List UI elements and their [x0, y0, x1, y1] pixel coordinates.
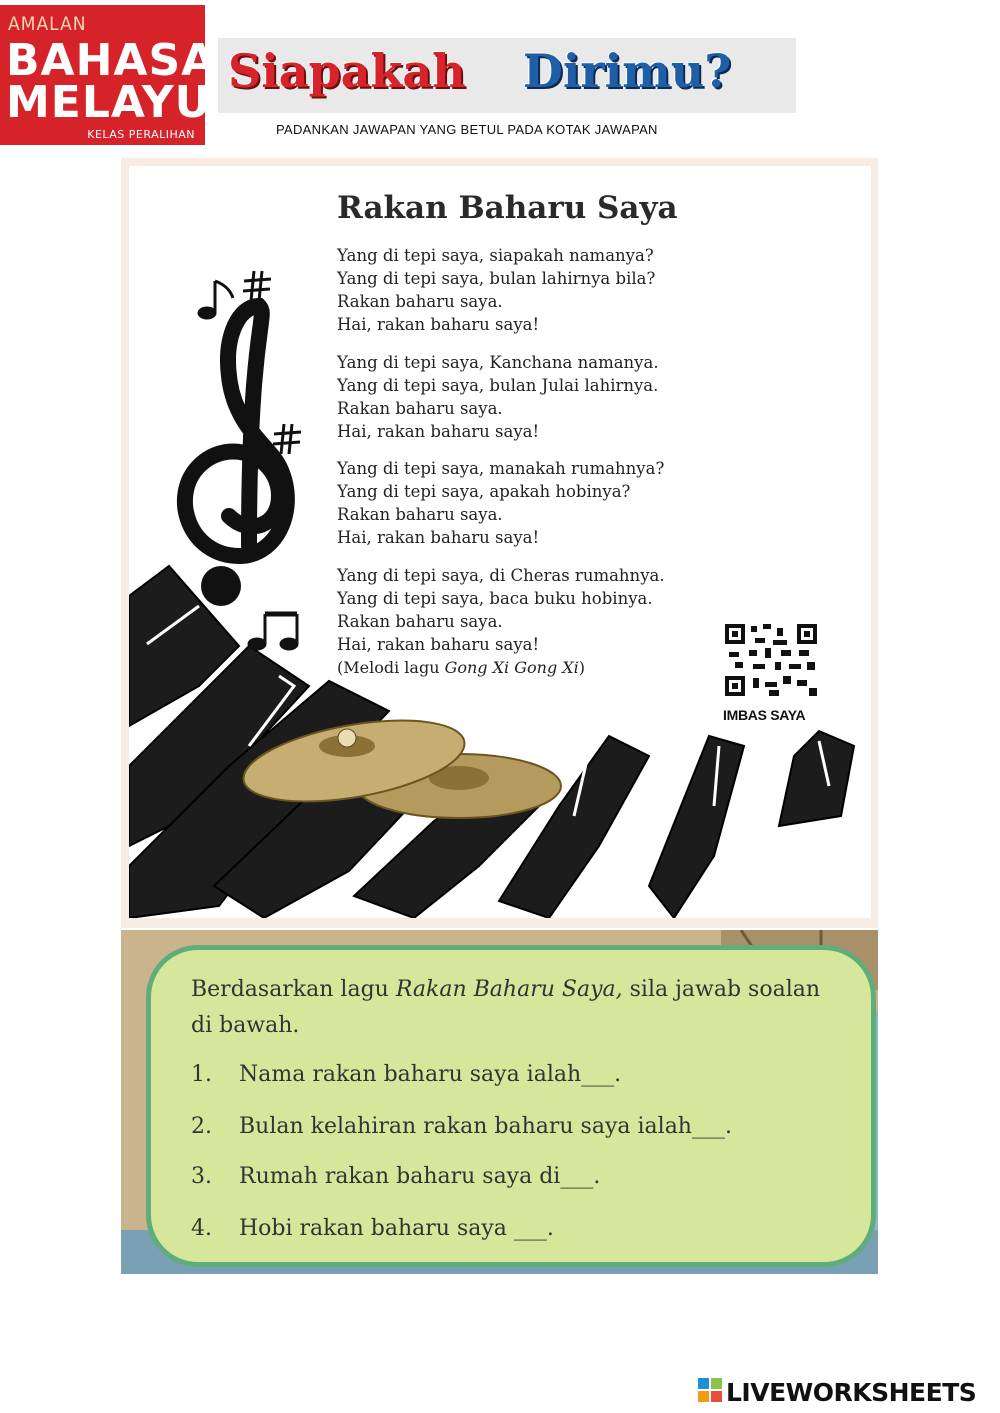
qr-label: IMBAS SAYA [723, 707, 806, 723]
stanza-line: Hai, rakan baharu saya! [337, 315, 540, 334]
stanza-line: Rakan baharu saya. [337, 399, 503, 418]
stanza-line: Yang di tepi saya, baca buku hobinya. [337, 589, 653, 608]
question-panel [121, 930, 878, 1274]
logo-subtitle: KELAS PERALIHAN [87, 128, 195, 141]
question-item-2 [191, 1114, 732, 1139]
title-part-1: Siapakah [228, 44, 466, 98]
stanza-line: Yang di tepi saya, bulan lahirnya bila? [337, 269, 656, 288]
stanza-line: Yang di tepi saya, Kanchana namanya. [337, 353, 659, 372]
question-text: Nama rakan baharu saya ialah___. [239, 1062, 622, 1087]
song-card-inner [129, 166, 871, 918]
stanza-line: Hai, rakan baharu saya! [337, 422, 540, 441]
logo-line-1: BAHASA [6, 35, 217, 86]
title-banner [218, 38, 796, 113]
melody-note [337, 658, 585, 677]
stanza-line: Yang di tepi saya, apakah hobinya? [337, 482, 631, 501]
treble-clef-icon [185, 306, 287, 556]
question-text: Rumah rakan baharu saya di___. [239, 1164, 601, 1189]
melody-name: Gong Xi Gong Xi [444, 658, 579, 677]
question-number: 1. [191, 1062, 212, 1087]
song-title: Rakan Baharu Saya [337, 190, 678, 226]
logo-line-2: MELAYU [6, 77, 212, 128]
stanza-line: Rakan baharu saya. [337, 612, 503, 631]
stanza-1 [337, 244, 655, 336]
liveworksheets-logo[interactable] [698, 1376, 994, 1410]
melody-prefix: (Melodi lagu [337, 658, 445, 677]
intro-song: Rakan Baharu Saya, [395, 977, 623, 1002]
stanza-line: Hai, rakan baharu saya! [337, 635, 540, 654]
question-item-3 [191, 1164, 600, 1189]
question-number: 2. [191, 1114, 212, 1139]
intro-suffix: sila jawab soalan di bawah. [191, 977, 821, 1038]
stanza-line: Yang di tepi saya, siapakah namanya? [337, 246, 654, 265]
intro-prefix: Berdasarkan lagu [191, 977, 396, 1002]
question-text: Bulan kelahiran rakan baharu saya ialah___. [239, 1114, 732, 1139]
question-number: 3. [191, 1164, 212, 1189]
stanza-line: Rakan baharu saya. [337, 292, 503, 311]
question-text: Hobi rakan baharu saya ___. [239, 1216, 554, 1241]
footer-brand: LIVEWORKSHEETS [726, 1378, 977, 1407]
question-item-4 [191, 1216, 554, 1241]
qr-code-icon[interactable] [725, 624, 817, 696]
stanza-line: Hai, rakan baharu saya! [337, 528, 540, 547]
song-card [121, 158, 878, 928]
amalan-bahasa-melayu-logo [0, 5, 217, 145]
stanza-2 [337, 351, 659, 443]
stanza-4 [337, 564, 665, 656]
melody-suffix: ) [578, 658, 586, 677]
question-number: 4. [191, 1216, 212, 1241]
stanza-line: Yang di tepi saya, bulan Julai lahirnya. [337, 376, 659, 395]
clef-base-dot [201, 566, 241, 606]
stanza-line: Yang di tepi saya, di Cheras rumahnya. [337, 566, 665, 585]
liveworksheets-icon [698, 1378, 724, 1408]
question-item-1 [191, 1062, 621, 1087]
title-part-2: Dirimu? [523, 44, 732, 98]
logo-top-text: AMALAN [8, 13, 87, 35]
stanza-line: Rakan baharu saya. [337, 505, 503, 524]
question-bubble [146, 945, 876, 1267]
instruction-text: PADANKAN JAWAPAN YANG BETUL PADA KOTAK JAWAPAN [276, 122, 658, 137]
stanza-3 [337, 457, 664, 549]
stanza-line: Yang di tepi saya, manakah rumahnya? [337, 459, 665, 478]
question-intro [191, 972, 841, 1044]
